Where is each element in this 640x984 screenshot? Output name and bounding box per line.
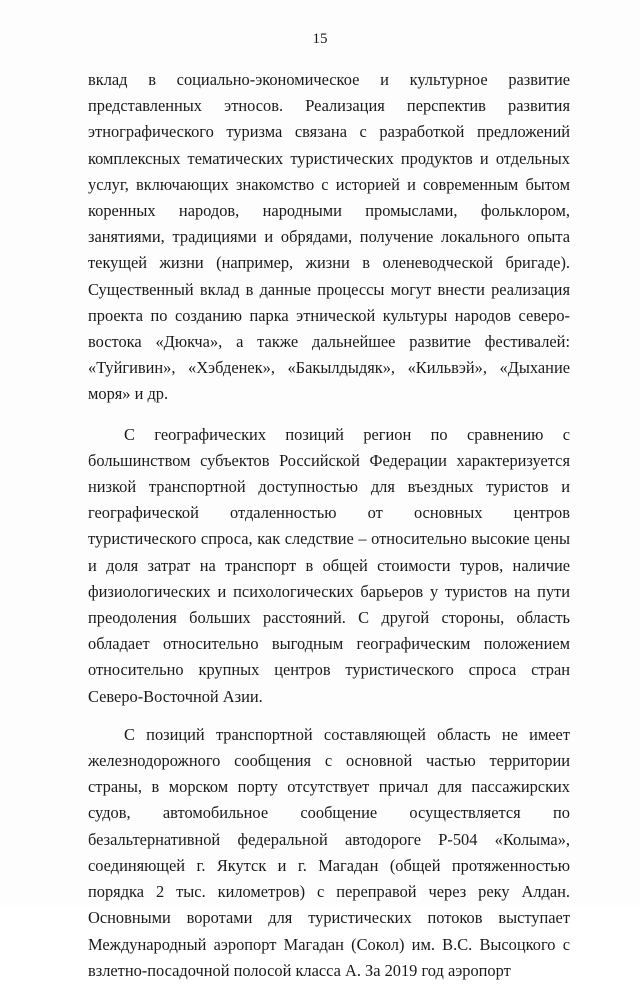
page-number: 15 (312, 31, 328, 47)
paragraph-1: вклад в социально-экономическое и культурное развитие представленных этносов. Реализация перспектив развития этнографического туризма связана с разработкой предложений комплексных тематических туристических продуктов и отдельных услуг, включающих знакомство с историей и современным бытом коренных народов, народными промыслами, фольклором, занятиями, традициями и обрядами, получение локального опыта текущей жизни (например, жизни в оленеводческой бригаде). Существенный вклад в данные процессы могут внести реализация проекта по созданию парка этнической культуры народов северо-востока «Дюкча», а также дальнейшее развитие фестивалей: «Туйгивин», «Хэбденек», «Бакылдыдяк», «Кильвэй», «Дыхание моря» и др. (88, 70, 570, 404)
paragraph-2: С географических позиций регион по сравнению с большинством субъектов Российской Федерации характеризуется низкой транспортной доступностью для въездных туристов и географической отдаленностью от основных центров туристического спроса, как следствие – относительно высокие цены и доля затрат на транспорт в общей стоимости туров, наличие физиологических и психологических барьеров у туристов на пути преодоления больших расстояний. С другой стороны, область обладает относительно выгодным географическим положением относительно крупных центров туристического спроса стран Северо-Восточной Азии. (88, 424, 570, 706)
document-body (88, 67, 570, 984)
paragraph-3: С позиций транспортной составляющей область не имеет железнодорожного сообщения с основной частью территории страны, в морском порту отсутствует причал для пассажирских судов, автомобильное сообщение осуществляется по безальтернативной федеральной автодороге Р-504 «Колыма», соединяющей г. Якутск и г. Магадан (общей протяженностью порядка 2 тыс. километров) с переправой через реку Алдан. Основными воротами для туристических потоков выступает Международный аэропорт Магадан (Сокол) им. В.С. Высоцкого с взлетно-посадочной полосой класса А. За 2019 год аэропорт (88, 724, 570, 980)
